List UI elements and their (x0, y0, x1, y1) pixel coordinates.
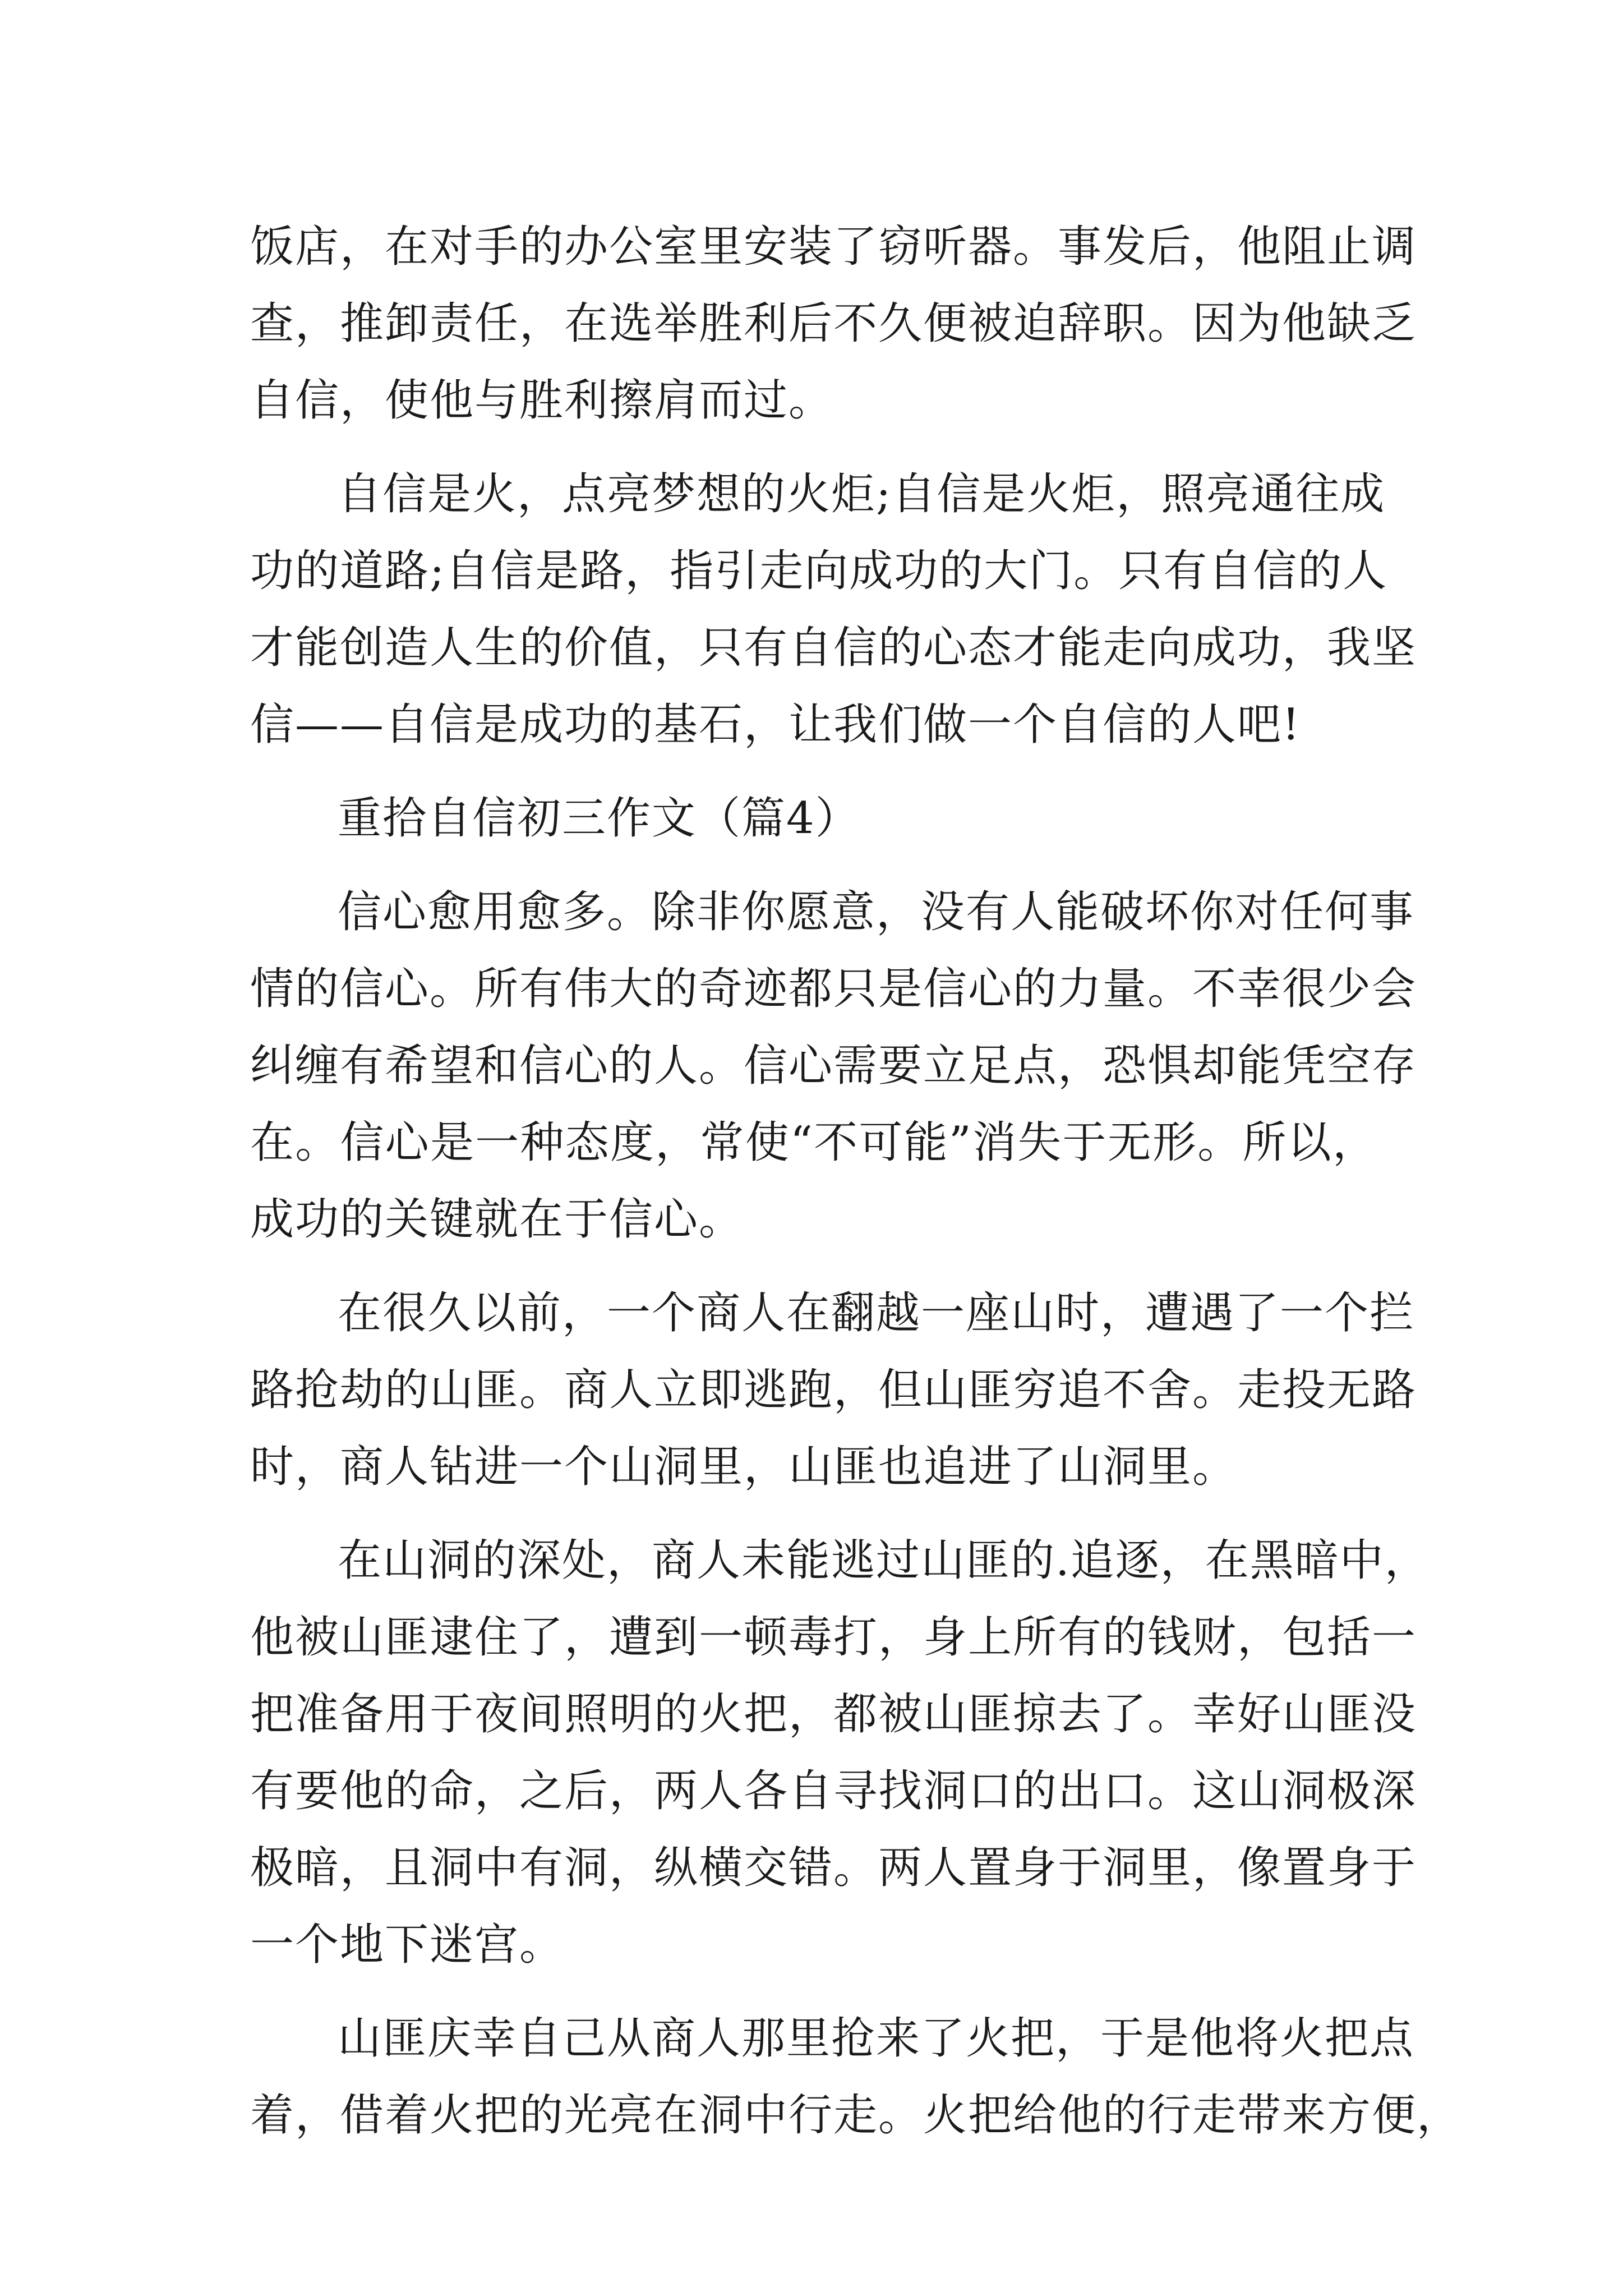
text-line: 把准备用于夜间照明的火把，都被山匪掠去了。幸好山匪没 (250, 1689, 1417, 1740)
paragraph (250, 874, 1417, 1258)
text-line: 他被山匪逮住了，遭到一顿毒打，身上所有的钱财，包括一 (250, 1612, 1417, 1663)
text-line: 路抢劫的山匪。商人立即逃跑，但山匪穷追不舍。走投无路 (250, 1365, 1417, 1415)
text-line: 极暗，且洞中有洞，纵横交错。两人置身于洞里，像置身于 (250, 1843, 1417, 1893)
text-line: 山匪庆幸自己从商人那里抢来了火把，于是他将火把点 (338, 2013, 1415, 2064)
paragraph (250, 1522, 1430, 1984)
text-line: 饭店，在对手的办公室里安装了窃听器。事发后，他阻止调 (250, 222, 1417, 272)
paragraph (250, 209, 1417, 439)
text-line: 信心愈用愈多。除非你愿意，没有人能破坏你对任何事 (338, 887, 1415, 937)
text-line: 在。信心是一种态度，常使“不可能”消失于无形。所以， (250, 1117, 1377, 1168)
text-line: 查，推卸责任，在选举胜利后不久便被迫辞职。因为他缺乏 (250, 298, 1417, 349)
text-line: 着，借着火把的光亮在洞中行走。火把给他的行走带来方便， (250, 2090, 1462, 2141)
text-line: 时，商人钻进一个山洞里，山匪也追进了山洞里。 (250, 1442, 1238, 1492)
document-body (250, 209, 1462, 2154)
paragraph (250, 456, 1417, 763)
text-line: 功的道路;自信是路，指引走向成功的大门。只有自信的人 (250, 546, 1388, 596)
text-line: 自信是火，点亮梦想的火炬;自信是火炬，照亮通往成 (338, 469, 1386, 519)
paragraph (250, 2000, 1462, 2154)
text-line: 成功的关键就在于信心。 (250, 1194, 744, 1245)
text-line: 一个地下迷宫。 (250, 1920, 565, 1970)
text-line: 纠缠有希望和信心的人。信心需要立足点，恐惧却能凭空存 (250, 1041, 1417, 1091)
text-line: 情的信心。所有伟大的奇迹都只是信心的力量。不幸很少会 (250, 964, 1417, 1014)
text-line: 信——自信是成功的基石，让我们做一个自信的人吧! (250, 700, 1301, 750)
text-line: 在很久以前，一个商人在翻越一座山时，遭遇了一个拦 (338, 1288, 1415, 1338)
paragraph (250, 1275, 1417, 1506)
text-line: 自信，使他与胜利擦肩而过。 (250, 375, 834, 426)
text-line: 有要他的命，之后，两人各自寻找洞口的出口。这山洞极深 (250, 1766, 1417, 1816)
heading-line: 重拾自信初三作文（篇4） (338, 793, 860, 844)
section-heading (250, 780, 1377, 857)
text-line: 才能创造人生的价值，只有自信的心态才能走向成功，我坚 (250, 623, 1417, 673)
text-line: 在山洞的深处，商人未能逃过山匪的.追逐，在黑暗中， (338, 1535, 1430, 1586)
